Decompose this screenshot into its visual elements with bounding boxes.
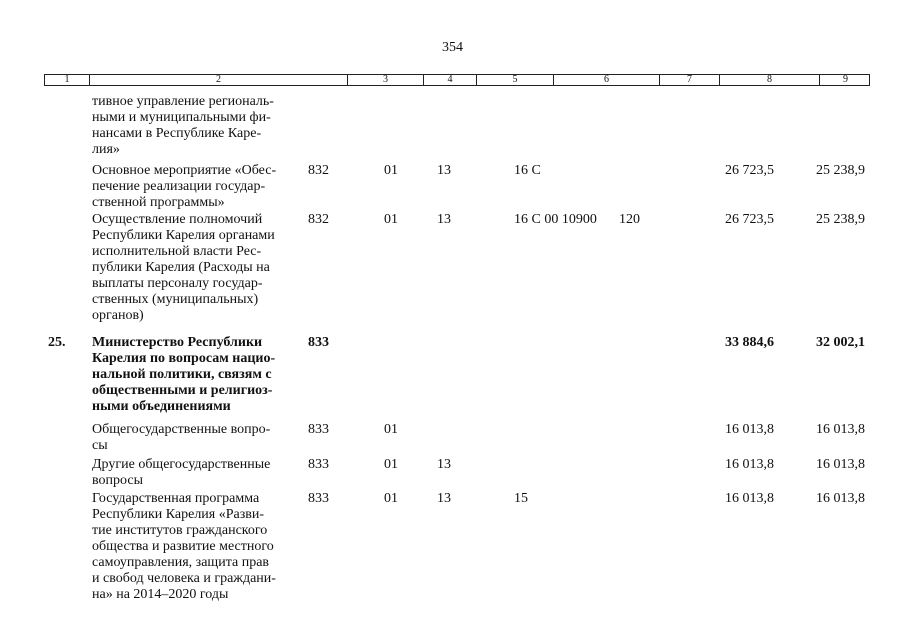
col-8-value: 16 013,8 — [725, 457, 774, 472]
col-5-value: 13 — [437, 491, 451, 506]
row-name — [92, 491, 302, 603]
header-col-2: 2 — [89, 75, 347, 85]
row-name — [92, 457, 302, 489]
col-4-value: 01 — [384, 457, 398, 472]
col-9-value: 16 013,8 — [816, 491, 865, 506]
row-name-line: ными и муниципальными фи- — [92, 110, 271, 125]
header-col-3: 3 — [347, 75, 423, 85]
row-name-line: ными объединениями — [92, 399, 231, 414]
col-6-value: 16 С 00 10900 — [514, 212, 597, 227]
col-5-value: 13 — [437, 163, 451, 178]
row-name-line: Карелия по вопросам нацио- — [92, 351, 276, 366]
row-name-line: исполнительной власти Рес- — [92, 244, 262, 259]
row-name-line: Осуществление полномочий — [92, 212, 263, 227]
row-name — [92, 212, 302, 324]
row-name-line: Республики Карелия «Разви- — [92, 507, 265, 522]
col-9-value: 32 002,1 — [816, 335, 865, 350]
row-name-line: общества и развитие местного — [92, 539, 274, 554]
col-3-value: 833 — [308, 422, 329, 437]
row-name-line: общественными и религиоз- — [92, 383, 273, 398]
col-3-value: 833 — [308, 457, 329, 472]
row-name-line: публики Карелия (Расходы на — [92, 260, 270, 275]
row-name-line: Республики Карелия органами — [92, 228, 275, 243]
col-9-value: 25 238,9 — [816, 163, 865, 178]
row-name-line: выплаты персоналу государ- — [92, 276, 263, 291]
row-name-line: нальной политики, связям с — [92, 367, 272, 382]
row-name-line: самоуправления, защита прав — [92, 555, 270, 570]
col-7-value: 120 — [619, 212, 640, 227]
col-4-value: 01 — [384, 163, 398, 178]
col-3-value: 832 — [308, 163, 329, 178]
row-name-line: нансами в Республике Каре- — [92, 126, 262, 141]
col-4-value: 01 — [384, 491, 398, 506]
col-6-value: 16 С — [514, 163, 541, 178]
col-4-value: 01 — [384, 212, 398, 227]
col-8-value: 16 013,8 — [725, 422, 774, 437]
row-name-line: лия» — [92, 142, 120, 157]
row-name-line: органов) — [92, 308, 144, 323]
header-col-5: 5 — [476, 75, 553, 85]
header-col-6: 6 — [553, 75, 659, 85]
row-name-line: сы — [92, 438, 108, 453]
col-8-value: 26 723,5 — [725, 163, 774, 178]
row-name — [92, 335, 302, 415]
col-9-value: 16 013,8 — [816, 422, 865, 437]
col-8-value: 26 723,5 — [725, 212, 774, 227]
col-8-value: 16 013,8 — [725, 491, 774, 506]
row-name-line: Государственная программа — [92, 491, 260, 506]
col-9-value: 16 013,8 — [816, 457, 865, 472]
row-name-line: ственной программы» — [92, 195, 225, 210]
col-8-value: 33 884,6 — [725, 335, 774, 350]
row-name-line: на» на 2014–2020 годы — [92, 587, 229, 602]
col-9-value: 25 238,9 — [816, 212, 865, 227]
header-col-4: 4 — [423, 75, 476, 85]
col-6-value: 15 — [514, 491, 528, 506]
row-name-line: печение реализации государ- — [92, 179, 266, 194]
col-4-value: 01 — [384, 422, 398, 437]
col-3-value: 832 — [308, 212, 329, 227]
row-name-line: Основное мероприятие «Обес- — [92, 163, 277, 178]
row-name-line: Министерство Республики — [92, 335, 263, 350]
row-name — [92, 422, 302, 454]
header-col-1: 1 — [64, 74, 70, 85]
col-3-value: 833 — [308, 491, 329, 506]
col-3-value: 833 — [308, 335, 329, 350]
row-name-line: тивное управление региональ- — [92, 94, 274, 109]
header-col-8: 8 — [719, 75, 819, 85]
row-name-line: Общегосударственные вопро- — [92, 422, 271, 437]
row-name-line: Другие общегосударственные — [92, 457, 271, 472]
row-name-line: и свобод человека и граждани- — [92, 571, 276, 586]
header-col-7: 7 — [659, 75, 719, 85]
col-5-value: 13 — [437, 457, 451, 472]
row-name-line: вопросы — [92, 473, 143, 488]
col-5-value: 13 — [437, 212, 451, 227]
page-number: 354 — [442, 40, 463, 55]
header-col-9: 9 — [819, 75, 871, 85]
row-name — [92, 94, 302, 158]
row-name-line: тие институтов гражданского — [92, 523, 268, 538]
row-name — [92, 163, 302, 211]
row-name-line: ственных (муниципальных) — [92, 292, 259, 307]
row-number: 25. — [48, 335, 66, 350]
